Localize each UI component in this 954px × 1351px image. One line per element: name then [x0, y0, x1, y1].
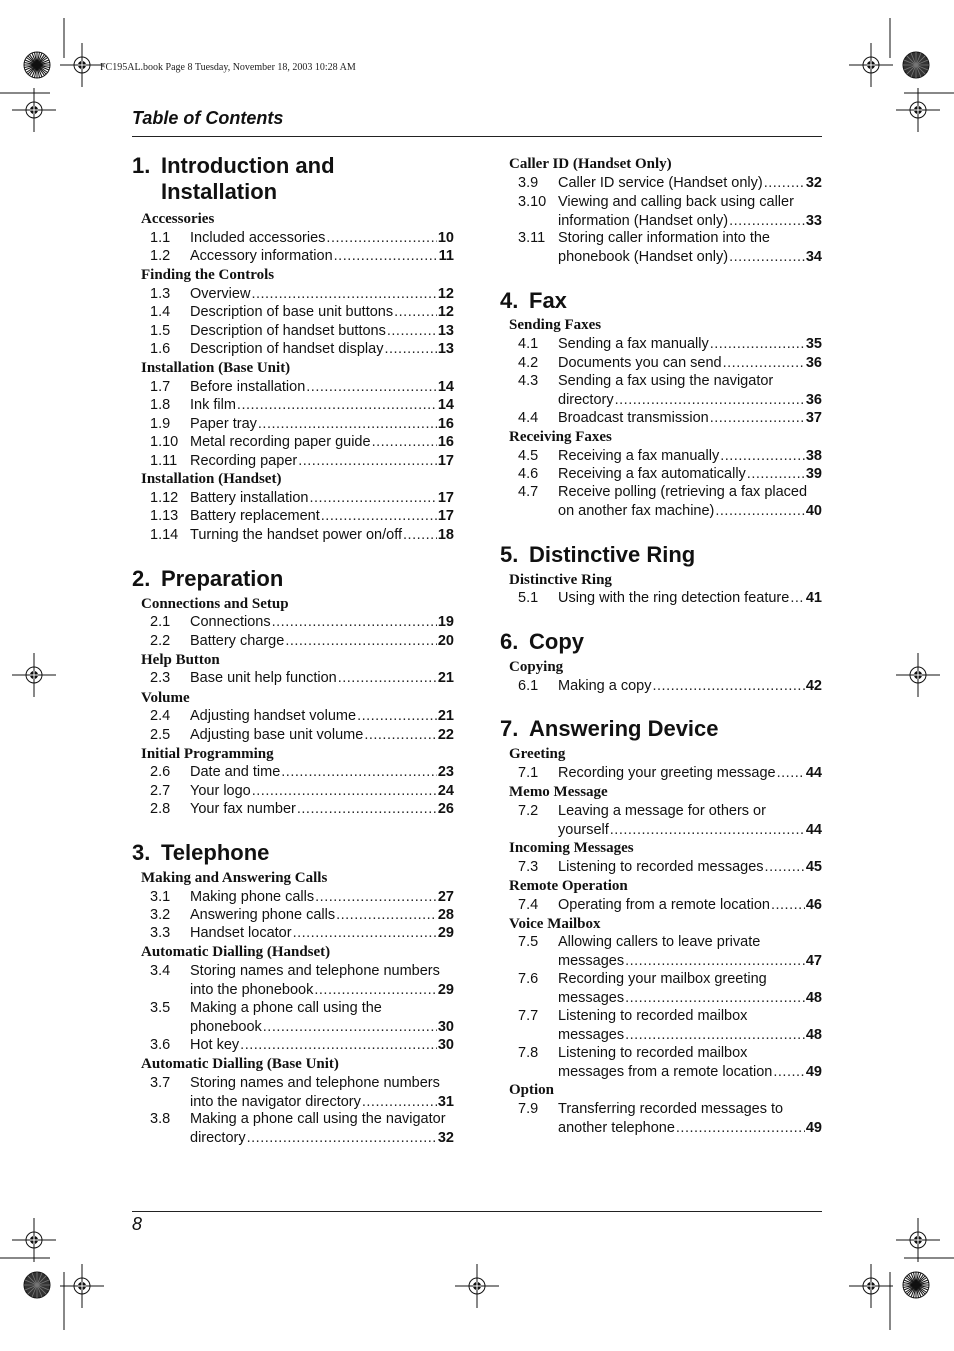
entry-title: information (Handset only): [558, 212, 729, 229]
page-number: 8: [132, 1214, 143, 1234]
entry-page-number: 12: [437, 286, 454, 302]
entry-title-line: Listening to recorded mailbox: [558, 1008, 748, 1024]
section-heading: Sending Faxes: [509, 317, 602, 333]
entry-number: 1.4: [150, 304, 171, 320]
entry-page-number: 30: [437, 1018, 454, 1035]
entry-title: phonebook (Handset only): [558, 248, 729, 265]
section-heading: Initial Programming: [141, 746, 274, 762]
entry-title: messages: [558, 952, 625, 969]
entry-number: 4.4: [518, 410, 539, 426]
entry-page-number: 44: [805, 765, 822, 781]
section-heading: Connections and Setup: [141, 596, 289, 612]
entry-page-number: 35: [805, 336, 822, 352]
entry-number: 1.13: [150, 508, 179, 524]
entry-number: 1.10: [150, 434, 179, 450]
entry-page-number: 45: [805, 859, 822, 875]
dot-leader: [362, 1093, 437, 1112]
entry-page-number: 20: [437, 633, 454, 649]
entry-page-number: 39: [805, 466, 822, 482]
entry-title: Recording your greeting message: [558, 765, 776, 781]
entry-number: 4.5: [518, 448, 539, 464]
entry-number: 4.1: [518, 336, 539, 352]
entry-page-number: 26: [437, 801, 454, 817]
entry-page-number: 13: [437, 323, 454, 339]
entry-number: 1.7: [150, 379, 171, 395]
entry-page-number: 48: [805, 989, 822, 1006]
entry-page-number: 21: [437, 708, 454, 724]
entry-title-line: Storing caller information into the: [558, 230, 770, 246]
entry-number: 1.6: [150, 341, 171, 357]
entry-number: 3.4: [150, 963, 171, 979]
entry-number: 7.8: [518, 1045, 539, 1061]
entry-number: 1.5: [150, 323, 171, 339]
section-heading: Incoming Messages: [509, 840, 634, 856]
entry-title: Description of handset display: [190, 341, 384, 357]
entry-title-line: Leaving a message for others or: [558, 803, 766, 819]
entry-title: Adjusting base unit volume: [190, 727, 364, 743]
entry-number: 2.1: [150, 614, 171, 630]
entry-number: 1.11: [150, 453, 178, 469]
dot-leader: [729, 212, 805, 231]
entry-title: Hot key: [190, 1037, 240, 1053]
entry-page-number: 14: [437, 397, 454, 413]
dot-leader: [777, 764, 805, 783]
dot-leader: [765, 858, 805, 877]
entry-title: another telephone: [558, 1119, 675, 1136]
footer-rule: [132, 1211, 822, 1212]
entry-title-line: Making a phone call using the: [190, 1000, 382, 1016]
entry-number: 4.3: [518, 373, 539, 389]
entry-title-line: Transferring recorded messages to: [558, 1101, 784, 1117]
entry-title: Ink film: [190, 397, 236, 413]
entry-number: 7.6: [518, 971, 539, 987]
entry-title: Broadcast transmission: [558, 410, 709, 426]
entry-page-number: 10: [437, 230, 454, 246]
section-heading: Copying: [509, 659, 564, 675]
entry-title: Using with the ring detection feature: [558, 590, 790, 606]
entry-title: Handset locator: [190, 925, 292, 941]
entry-page-number: 30: [437, 1037, 454, 1053]
entry-number: 2.3: [150, 670, 171, 686]
entry-number: 3.6: [150, 1037, 171, 1053]
dot-leader: [610, 821, 805, 840]
entry-title: into the navigator directory: [190, 1093, 361, 1110]
entry-title: Documents you can send: [558, 355, 722, 371]
entry-number: 7.4: [518, 897, 539, 913]
entry-title: Listening to recorded messages: [558, 859, 764, 875]
entry-title: Your fax number: [190, 801, 296, 817]
dot-leader: [297, 800, 437, 819]
entry-number: 4.2: [518, 355, 539, 371]
dot-leader: [306, 378, 437, 397]
entry-title: Making phone calls: [190, 889, 315, 905]
chapter-2-title[interactable]: 2. Preparation: [132, 566, 284, 591]
entry-number: 4.6: [518, 466, 539, 482]
entry-number: 1.9: [150, 416, 171, 432]
section-heading: Automatic Dialling (Handset): [141, 944, 331, 960]
section-heading: Volume: [141, 690, 190, 706]
entry-title-line: Storing names and telephone numbers: [190, 963, 440, 979]
entry-number: 2.2: [150, 633, 171, 649]
dot-leader: [715, 502, 804, 521]
entry-page-number: 21: [437, 670, 454, 686]
entry-title: Included accessories: [190, 230, 326, 246]
header-rule: [132, 136, 822, 137]
entry-page-number: 18: [437, 527, 454, 543]
dot-leader: [710, 335, 805, 354]
dot-leader: [298, 452, 437, 471]
dot-leader: [403, 526, 437, 545]
dot-leader: [334, 247, 438, 266]
entry-number: 5.1: [518, 590, 539, 606]
entry-page-number: 34: [805, 248, 822, 265]
dot-leader: [364, 726, 437, 745]
entry-title: Accessory information: [190, 248, 333, 264]
entry-title: on another fax machine): [558, 502, 715, 519]
entry-number: 2.8: [150, 801, 171, 817]
dot-leader: [293, 924, 437, 943]
entry-number: 7.9: [518, 1101, 539, 1117]
entry-number: 7.5: [518, 934, 539, 950]
dot-leader: [625, 1026, 805, 1045]
section-heading: Voice Mailbox: [509, 916, 601, 932]
section-heading: Caller ID (Handset Only): [509, 156, 672, 172]
entry-title-line: Listening to recorded mailbox: [558, 1045, 748, 1061]
dot-leader: [676, 1119, 805, 1138]
entry-number: 6.1: [518, 678, 539, 694]
entry-title: Metal recording paper guide: [190, 434, 371, 450]
entry-page-number: 29: [437, 981, 454, 998]
entry-page-number: 16: [437, 434, 454, 450]
section-heading: Installation (Base Unit): [141, 360, 291, 376]
dot-leader: [336, 906, 437, 925]
entry-page-number: 48: [805, 1026, 822, 1043]
entry-number: 3.2: [150, 907, 171, 923]
entry-number: 7.1: [518, 765, 539, 781]
entry-page-number: 22: [437, 727, 454, 743]
dot-leader: [281, 763, 437, 782]
entry-title: messages from a remote location: [558, 1063, 773, 1080]
entry-number: 7.7: [518, 1008, 539, 1024]
entry-page-number: 44: [805, 821, 822, 838]
entry-title: Receiving a fax manually: [558, 448, 720, 464]
entry-number: 1.14: [150, 527, 179, 543]
entry-title-line: Viewing and calling back using caller: [558, 194, 794, 210]
dot-leader: [258, 415, 437, 434]
dot-leader: [263, 1018, 437, 1037]
entry-page-number: 17: [437, 508, 454, 524]
entry-page-number: 33: [805, 212, 822, 229]
dot-leader: [314, 981, 437, 1000]
dot-leader: [321, 507, 437, 526]
entry-page-number: 49: [805, 1063, 822, 1080]
entry-number: 1.3: [150, 286, 171, 302]
chapter-3-title[interactable]: 3. Telephone: [132, 840, 270, 865]
entry-number: 1.12: [150, 490, 179, 506]
entry-title: Operating from a remote location: [558, 897, 770, 913]
entry-page-number: 27: [437, 889, 454, 905]
entry-page-number: 38: [805, 448, 822, 464]
chapter-1-title[interactable]: 1. Introduction and Installation: [132, 153, 335, 204]
dot-leader: [326, 229, 436, 248]
entry-title: Connections: [190, 614, 271, 630]
entry-page-number: 47: [805, 952, 822, 969]
entry-number: 1.8: [150, 397, 171, 413]
dot-leader: [247, 1129, 437, 1148]
section-heading: Installation (Handset): [141, 471, 282, 487]
dot-leader: [653, 677, 805, 696]
entry-title: Overview: [190, 286, 251, 302]
dot-leader: [773, 1063, 804, 1082]
entry-title: Battery charge: [190, 633, 285, 649]
entry-number: 4.7: [518, 484, 539, 500]
entry-title: Date and time: [190, 764, 281, 780]
entry-number: 2.6: [150, 764, 171, 780]
entry-title: Your logo: [190, 783, 251, 799]
entry-title: messages: [558, 989, 625, 1006]
entry-page-number: 17: [437, 453, 454, 469]
section-heading: Receiving Faxes: [509, 429, 612, 445]
entry-title: Description of handset buttons: [190, 323, 386, 339]
entry-page-number: 32: [437, 1129, 454, 1146]
entry-page-number: 32: [805, 175, 822, 191]
entry-title: into the phonebook: [190, 981, 314, 998]
chapter-6-title[interactable]: 6. Copy: [500, 629, 584, 654]
entry-page-number: 36: [805, 355, 822, 371]
entry-page-number: 31: [437, 1093, 454, 1110]
entry-title: Before installation: [190, 379, 306, 395]
dot-leader: [394, 303, 437, 322]
section-heading: Distinctive Ring: [509, 572, 612, 588]
entry-title: Caller ID service (Handset only): [558, 175, 763, 191]
entry-number: 3.8: [150, 1111, 171, 1127]
print-slug: FC195AL.book Page 8 Tuesday, November 18, 2003 10:28 AM: [100, 62, 356, 73]
section-heading: Option: [509, 1082, 555, 1098]
entry-page-number: 11: [438, 248, 454, 264]
entry-number: 3.9: [518, 175, 539, 191]
entry-title: Battery replacement: [190, 508, 320, 524]
entry-title: yourself: [558, 821, 609, 838]
entry-number: 7.2: [518, 803, 539, 819]
section-heading: Help Button: [141, 652, 220, 668]
dot-leader: [764, 174, 805, 193]
entry-number: 2.5: [150, 727, 171, 743]
entry-number: 1.1: [150, 230, 171, 246]
dot-leader: [384, 340, 436, 359]
section-heading: Remote Operation: [509, 878, 628, 894]
entry-title: directory: [558, 391, 614, 408]
dot-leader: [315, 888, 437, 907]
entry-number: 3.5: [150, 1000, 171, 1016]
entry-number: 3.11: [518, 230, 546, 246]
dot-leader: [372, 433, 437, 452]
chapter-5-title[interactable]: 5. Distinctive Ring: [500, 542, 696, 567]
entry-title: Turning the handset power on/off: [190, 527, 403, 543]
dot-leader: [251, 285, 436, 304]
entry-title-line: Sending a fax using the navigator: [558, 373, 774, 389]
entry-number: 1.2: [150, 248, 171, 264]
dot-leader: [625, 952, 805, 971]
entry-title: Description of base unit buttons: [190, 304, 394, 320]
section-heading: Finding the Controls: [141, 267, 275, 283]
entry-page-number: 41: [805, 590, 822, 606]
entry-page-number: 24: [437, 783, 454, 799]
entry-number: 2.7: [150, 783, 171, 799]
dot-leader: [285, 632, 437, 651]
chapter-7-title[interactable]: 7. Answering Device: [500, 716, 719, 741]
dot-leader: [252, 782, 437, 801]
entry-page-number: 36: [805, 391, 822, 408]
chapter-4-title[interactable]: 4. Fax: [500, 288, 567, 313]
entry-page-number: 13: [437, 341, 454, 357]
dot-leader: [723, 354, 805, 373]
entry-title: Adjusting handset volume: [190, 708, 357, 724]
entry-title-line: Recording your mailbox greeting: [558, 971, 767, 987]
entry-title-line: Allowing callers to leave private: [558, 934, 761, 950]
entry-page-number: 16: [437, 416, 454, 432]
entry-title: Recording paper: [190, 453, 298, 469]
section-heading: Memo Message: [509, 784, 608, 800]
entry-title-line: Storing names and telephone numbers: [190, 1075, 440, 1091]
entry-title: Base unit help function: [190, 670, 337, 686]
running-head: Table of Contents: [132, 108, 284, 128]
dot-leader: [720, 447, 805, 466]
entry-page-number: 28: [437, 907, 454, 923]
entry-page-number: 29: [437, 925, 454, 941]
entry-page-number: 14: [437, 379, 454, 395]
entry-title: Paper tray: [190, 416, 257, 432]
entry-page-number: 49: [805, 1119, 822, 1136]
dot-leader: [710, 409, 805, 428]
entry-page-number: 40: [805, 502, 822, 519]
dot-leader: [338, 669, 437, 688]
section-heading: Greeting: [509, 746, 566, 762]
entry-title: messages: [558, 1026, 625, 1043]
entry-page-number: 37: [805, 410, 822, 426]
entry-number: 3.10: [518, 194, 547, 210]
section-heading: Accessories: [141, 211, 215, 227]
entry-number: 3.1: [150, 889, 171, 905]
dot-leader: [357, 707, 437, 726]
entry-number: 3.7: [150, 1075, 171, 1091]
entry-title: phonebook: [190, 1018, 262, 1035]
dot-leader: [387, 322, 437, 341]
entry-number: 3.3: [150, 925, 171, 941]
entry-title: Answering phone calls: [190, 907, 336, 923]
entry-page-number: 23: [437, 764, 454, 780]
dot-leader: [309, 489, 436, 508]
entry-page-number: 42: [805, 678, 822, 694]
entry-title: Battery installation: [190, 490, 309, 506]
entry-page-number: 19: [437, 614, 454, 630]
entry-page-number: 17: [437, 490, 454, 506]
section-heading: Making and Answering Calls: [141, 870, 328, 886]
dot-leader: [790, 589, 805, 608]
entry-title-line: Receive polling (retrieving a fax placed: [558, 484, 808, 500]
entry-number: 2.4: [150, 708, 171, 724]
entry-title: Sending a fax manually: [558, 336, 709, 352]
dot-leader: [771, 896, 805, 915]
entry-page-number: 46: [805, 897, 822, 913]
section-heading: Automatic Dialling (Base Unit): [141, 1056, 339, 1072]
dot-leader: [625, 989, 805, 1008]
dot-leader: [615, 391, 805, 410]
entry-title-line: Making a phone call using the navigator: [190, 1111, 446, 1127]
entry-title: directory: [190, 1129, 246, 1146]
dot-leader: [747, 465, 805, 484]
dot-leader: [729, 248, 805, 267]
entry-number: 7.3: [518, 859, 539, 875]
dot-leader: [237, 396, 437, 415]
entry-title: Making a copy: [558, 678, 652, 694]
entry-title: Receiving a fax automatically: [558, 466, 746, 482]
dot-leader: [240, 1036, 437, 1055]
dot-leader: [272, 613, 437, 632]
entry-page-number: 12: [437, 304, 454, 320]
